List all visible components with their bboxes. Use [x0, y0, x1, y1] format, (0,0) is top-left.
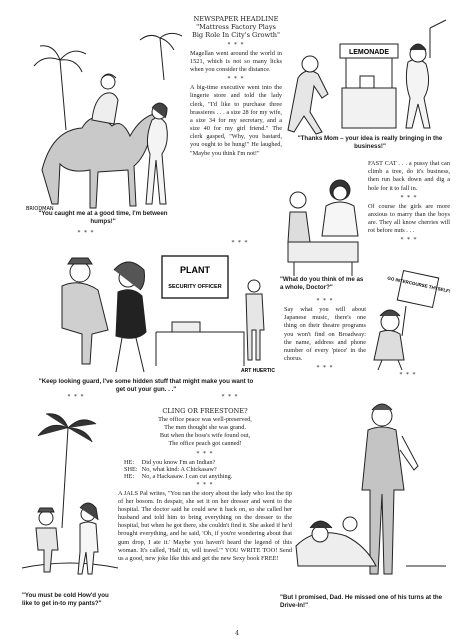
separator: * * * — [196, 481, 214, 488]
separator: * * * — [400, 194, 418, 201]
qa-speaker: HE: — [124, 472, 135, 480]
cartoon-security — [22, 248, 274, 378]
jals-joke: A JALS Pal writes, "You ran the story about the lady who lost the tip of her bosom. In despair, she set it on her dresser and went to the hospital. The doctor said he could sew it back on, so she called her husband and told him to bring everything on the dresser to the hospital, but when he got there, she couldn't find it. She asked if he'd brought everything, and he said, 'Oh, if you're wondering about that gum drop, I ate it.' Maybe you haven't heard the legend of this woman. It's called, 'Half tit, will travel.'" YOU WRITE TOO! Send us a good, new joke like this and get the new Sexy book FREE! — [118, 489, 292, 562]
magellan-joke: Magellan went around the world in 1521, which is not so many licks when you consider the distance. — [190, 49, 282, 74]
newspaper-head: NEWSPAPER HEADLINE — [193, 15, 279, 23]
separator: * * * — [77, 230, 95, 236]
qa-table — [122, 459, 234, 480]
cartoon-lemonade — [290, 18, 446, 136]
qa-speaker: SHE: — [124, 465, 138, 473]
qa-row — [122, 466, 234, 473]
qa-row — [122, 459, 234, 466]
cling-line: The men thought she was grand. — [164, 424, 246, 432]
separator: * * * — [316, 298, 334, 304]
cartoon-doctor — [284, 160, 364, 276]
cartoon-sign-kid — [372, 266, 451, 372]
cartoon-dad — [290, 396, 450, 586]
separator: * * * — [316, 365, 334, 372]
qa-line: No, what kind: A Chickasaw? — [141, 465, 217, 473]
security-sign-line1: PLANT — [180, 265, 210, 275]
text-column-right — [368, 160, 450, 245]
security-illustration — [22, 248, 274, 378]
separator: * * * — [227, 76, 245, 83]
doctor-caption: "What do you think of me as a whole, Doctor?" — [280, 276, 364, 291]
camel-illustration — [22, 20, 190, 218]
qa-speaker: HE: — [124, 458, 135, 466]
beach-caption: "You must be cold How'd you like to get in-to my pants?" — [22, 592, 109, 607]
sign-kid-illustration — [372, 266, 451, 372]
lemonade-caption: "Thanks Mom – your idea is really bringing in the business!" — [297, 135, 443, 150]
dad-illustration — [290, 396, 450, 586]
separator: * * * — [196, 450, 214, 457]
doctor-illustration — [284, 160, 364, 276]
page-number: 4 — [235, 630, 239, 637]
dad-caption: "But I promised, Dad. He missed one of his turns at the Drive-In!" — [280, 594, 443, 609]
japanese-joke: Say what you will about Japanese music, there's one thing on their theatre programs you won't find on Broadway: the name, address and phone number of every 'piece' in the chorus. — [284, 306, 366, 363]
separator: * * * — [227, 41, 245, 48]
camel-caption: "You caught me at a good time, I'm between humps!" — [38, 210, 168, 225]
cartoon-beach — [22, 408, 118, 590]
beach-illustration — [22, 408, 118, 590]
sign-kid-text: GO INTERCOURSE THYSELF! — [386, 275, 451, 294]
separator: * * * — [67, 394, 85, 400]
qa-line: No, a Hackasaw. I can cut anything. — [141, 472, 233, 480]
text-column-japanese — [284, 298, 366, 371]
executive-joke: A big-time executive went into the lingerie store and told the lady clerk, "I'd like to purchase three brassieres . . . a size 28 for my wife, a size 34 for my secretary, and a size 40 for my girl friend." The clerk gasped, "Why, you bastard, you ought to be hung!" He laughed, "Maybe you think I'm not!" — [190, 84, 282, 157]
qa-line: Did you know I'm an Indian? — [141, 458, 216, 466]
lemonade-illustration — [290, 18, 446, 136]
lemonade-sign: LEMONADE — [348, 49, 390, 56]
security-sign-line2: SECURITY OFFICER — [168, 284, 222, 290]
text-column-upper — [190, 16, 282, 158]
cling-line: The office peace was well-preserved, — [158, 415, 252, 423]
separator: * * * — [221, 394, 239, 400]
separator: * * * — [400, 237, 418, 244]
cling-block — [118, 408, 292, 563]
cling-title: CLING OR FREESTONE? — [162, 407, 248, 415]
security-caption: "Keep looking guard, I've some hidden stuff that might make you want to get out your gun. . ." — [38, 378, 254, 393]
separator: * * * — [231, 240, 249, 246]
qa-row — [122, 473, 234, 480]
cartoon-camel — [22, 20, 190, 218]
cling-line: But when the boss's wife found out, — [159, 432, 251, 440]
separator: * * * — [399, 372, 417, 378]
cherries-joke: Of course the girls are more anxious to marry than the boys are. They all know cherries will rot before nuts . . . — [368, 202, 450, 235]
fastcat-joke: FAST CAT . . . a pussy that can climb a tree, do it's business, then run back down and dig a hole for it to fall in. — [368, 160, 450, 192]
security-signature: ART HUERTIC — [241, 368, 275, 374]
camel-signature: BRIODMAN — [26, 206, 54, 212]
cling-line: The office peach got canned! — [168, 440, 242, 448]
newspaper-text: "Mattress Factory Plays Big Role In City's Growth" — [191, 22, 281, 39]
